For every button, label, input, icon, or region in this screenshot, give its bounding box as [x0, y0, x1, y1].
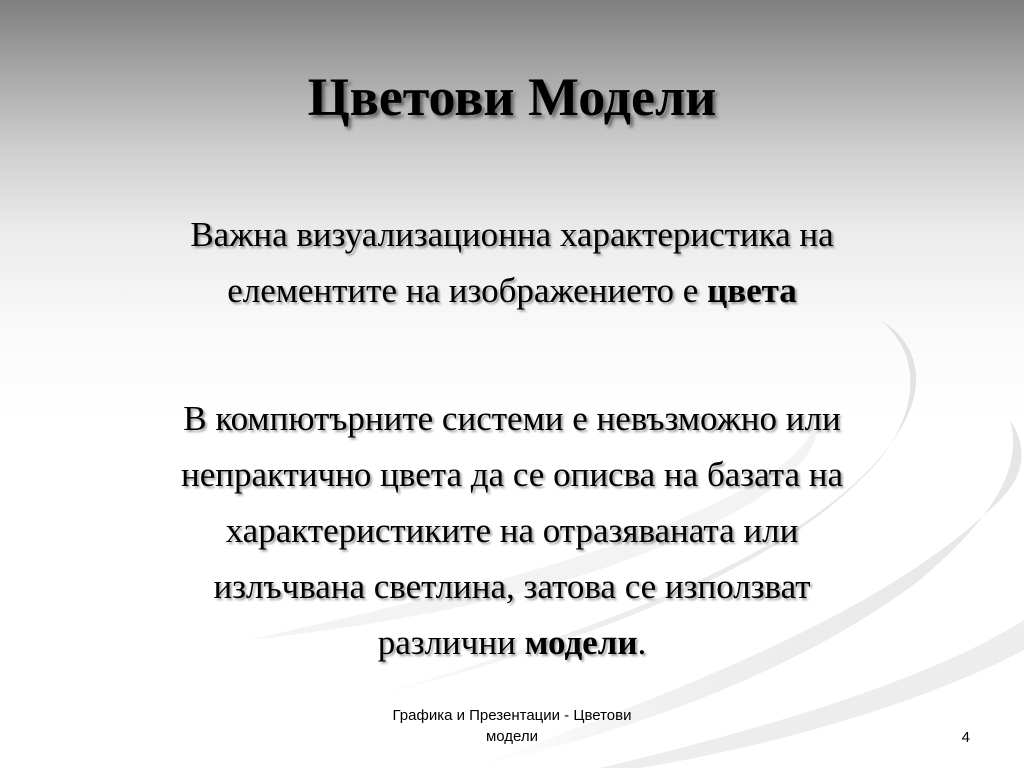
paragraph-color-models [60, 391, 964, 671]
paragraph-line: непрактично цвета да се описва на базата на [180, 455, 844, 494]
paragraph-line: характеристиките на отразяваната или [225, 511, 799, 550]
paragraph-text: . [637, 623, 647, 662]
footer-line: Графика и Презентации - Цветови [392, 707, 632, 724]
highlighted-term-models: модели [524, 623, 638, 662]
footer-line: модели [485, 728, 539, 745]
paragraph-line: излъчвана светлина, затова се използват [213, 567, 811, 606]
highlighted-term-color: цвета [707, 271, 797, 310]
paragraph-text: различни [377, 623, 525, 662]
paragraph-line: В компютърните системи е невъзможно или [183, 399, 841, 438]
paragraph-color-importance [60, 207, 964, 319]
paragraph-line: Важна визуализационна характеристика на [190, 215, 834, 254]
page-number: 4 [961, 729, 970, 746]
paragraph-line [60, 615, 964, 671]
paragraph-text: елементите на изображението е [227, 271, 708, 310]
paragraph-line [60, 263, 964, 319]
slide-footer [362, 705, 662, 747]
slide-title: Цветови Модели [307, 67, 717, 127]
